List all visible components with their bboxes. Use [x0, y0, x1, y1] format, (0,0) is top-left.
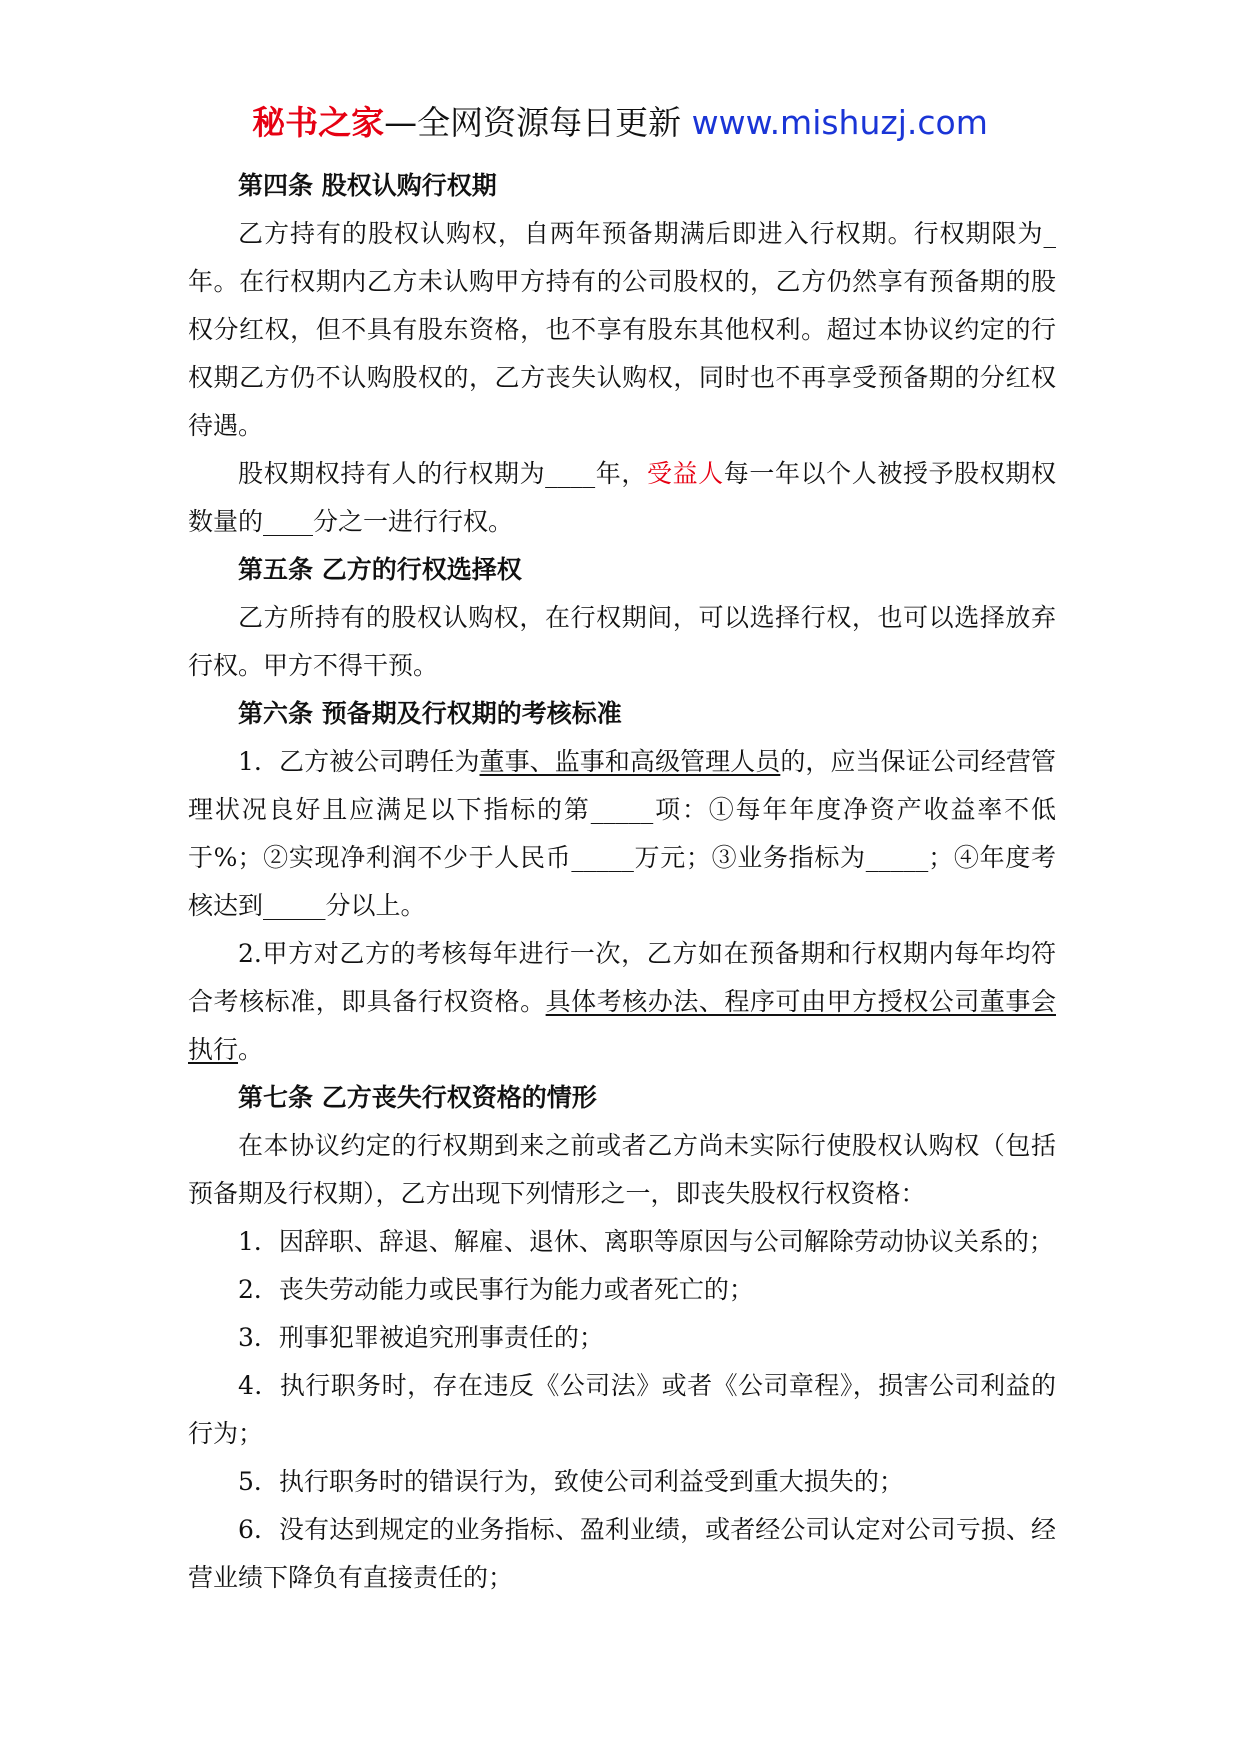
article-7-intro: 在本协议约定的行权期到来之前或者乙方尚未实际行使股权认购权（包括预备期及行权期），乙方出现下列情形之一，即丧失股权行权资格： — [188, 1131, 1056, 1208]
article-6-p2-text-b: 。 — [238, 1035, 264, 1064]
article-7-heading: 第七条 乙方丧失行权资格的情形 — [238, 1083, 597, 1112]
banner-slogan: —全网资源每日更新 — [384, 103, 692, 142]
list-item: 3．刑事犯罪被追究刑事责任的； — [238, 1323, 604, 1352]
article-6-p1-text-b: 的，应当保证公司经营管理状况良好且应满足以下指标的第_____项：①每年年度净资产收益率不低于%；②实现净利润不少于人民币_____万元；③业务指标为_____；④年度考核达到_____分以上。 — [188, 747, 1056, 920]
list-item: 4．执行职务时，存在违反《公司法》或者《公司章程》，损害公司利益的行为； — [188, 1371, 1056, 1448]
article-6-paragraph-1 — [188, 738, 1056, 930]
document-body — [188, 162, 1056, 1602]
list-item: 6．没有达到规定的业务指标、盈利业绩，或者经公司认定对公司亏损、经营业绩下降负有直接责任的； — [188, 1515, 1056, 1592]
article-6-paragraph-2 — [188, 930, 1056, 1074]
banner-url[interactable]: www.mishuzj.com — [691, 103, 988, 142]
article-6-p1-text-a: 1．乙方被公司聘任为 — [238, 747, 480, 776]
article-6-p2-underlined: 具体考核办法、程序可由甲方授权公司董事会执行 — [188, 987, 1056, 1064]
article-4-paragraph-2 — [188, 450, 1056, 546]
list-item: 1．因辞职、辞退、解雇、退休、离职等原因与公司解除劳动协议关系的； — [238, 1227, 1054, 1256]
list-item: 5．执行职务时的错误行为，致使公司利益受到重大损失的； — [238, 1467, 904, 1496]
article-6-heading: 第六条 预备期及行权期的考核标准 — [238, 699, 622, 728]
beneficiary-highlight: 受益人 — [646, 459, 724, 488]
site-banner — [0, 100, 1240, 146]
article-6-p1-underlined: 董事、监事和高级管理人员 — [479, 747, 781, 776]
article-4-p2-text-a: 股权期权持有人的行权期为____年， — [238, 459, 647, 488]
article-4-paragraph-1: 乙方持有的股权认购权，自两年预备期满后即进入行权期。行权期限为_年。在行权期内乙方未认购甲方持有的公司股权的，乙方仍然享有预备期的股权分红权，但不具有股东资格，也不享有股东其他权利。超过本协议约定的行权期乙方仍不认购股权的，乙方丧失认购权，同时也不再享受预备期的分红权待遇。 — [188, 219, 1056, 440]
article-6-p2-text-a: 2.甲方对乙方的考核每年进行一次，乙方如在预备期和行权期内每年均符合考核标准，即具备行权资格。 — [188, 939, 1056, 1016]
article-4-p2-text-b: 每一年以个人被授予股权期权数量的____分之一进行行权。 — [188, 459, 1056, 536]
article-5-paragraph-1: 乙方所持有的股权认购权，在行权期间，可以选择行权，也可以选择放弃行权。甲方不得干预。 — [188, 603, 1056, 680]
banner-brand: 秘书之家 — [252, 103, 385, 142]
article-4-heading: 第四条 股权认购行权期 — [238, 171, 497, 200]
article-5-heading: 第五条 乙方的行权选择权 — [238, 555, 522, 584]
list-item: 2．丧失劳动能力或民事行为能力或者死亡的； — [238, 1275, 754, 1304]
